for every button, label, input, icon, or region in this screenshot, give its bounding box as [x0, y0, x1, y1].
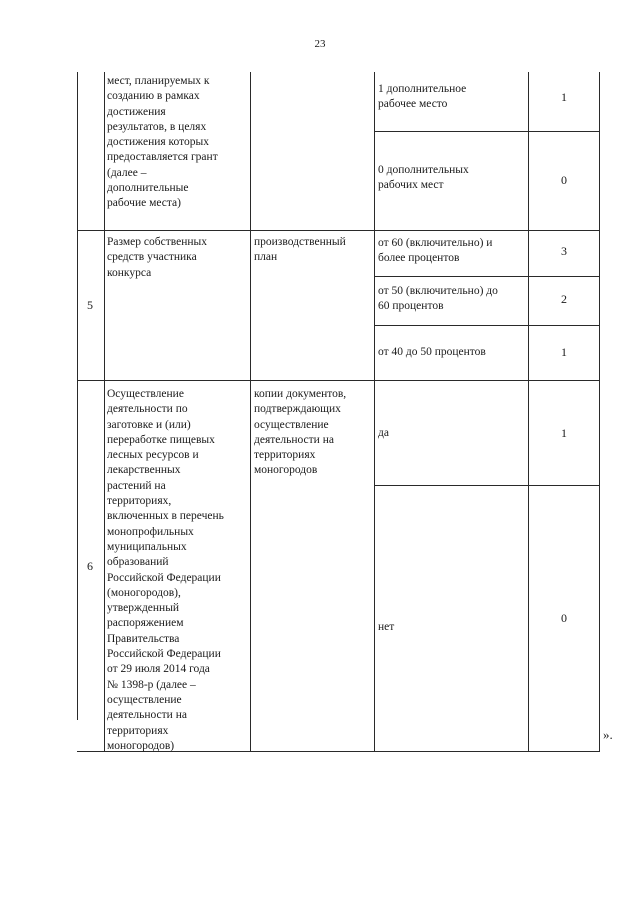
document-text: производственный план: [254, 236, 346, 264]
option-text: 0 дополнительных рабочих мест: [378, 164, 469, 192]
document-text: копии документов, подтверждающих осуществление деятельности на территориях моногородов: [254, 388, 347, 477]
closing-quote-mark: ».: [603, 727, 613, 742]
option-points: 0: [561, 611, 567, 625]
table-line: [250, 72, 251, 752]
option-points: 1: [561, 345, 567, 359]
row-number: 5: [87, 298, 93, 312]
table-line: [599, 72, 600, 752]
table-line: [374, 485, 600, 486]
option-text: нет: [378, 621, 395, 633]
criterion-text: мест, планируемых к созданию в рамках достижения результатов, в целях достижения которых предоставляется грант (далее – дополнительные рабочие места): [107, 75, 218, 210]
option-text: от 60 (включительно) и более процентов: [378, 237, 493, 265]
option-points: 0: [561, 173, 567, 187]
option-text: от 40 до 50 процентов: [378, 346, 486, 358]
table-line: [374, 325, 600, 326]
table-line: [77, 380, 600, 381]
option-text: от 50 (включительно) до 60 процентов: [378, 285, 498, 313]
table-line: [374, 72, 375, 752]
option-points: 3: [561, 244, 567, 258]
option-text: да: [378, 427, 389, 439]
criterion-text: Осуществление деятельности по заготовке и (или) переработке пищевых лесных ресурсов и лекарственных растений на территориях, включенных в перечень монопрофильных муниципальных образований Российской Федерации (моногородов), утвержденный распоряжением Правительства Российской Федерации от 29 июля 2014 года № 1398-р (далее – осуществление деятельности на территориях моногородов): [107, 388, 224, 752]
table-line: [77, 230, 600, 231]
row-number: 6: [87, 559, 93, 573]
table-line: [528, 72, 529, 752]
table-line: [77, 72, 78, 720]
option-points: 1: [561, 426, 567, 440]
option-points: 2: [561, 292, 567, 306]
page-number: 23: [314, 38, 326, 50]
table-line: [104, 72, 105, 752]
option-text: 1 дополнительное рабочее место: [378, 83, 467, 111]
table-line: [374, 131, 600, 132]
option-points: 1: [561, 90, 567, 104]
table-line: [374, 276, 600, 277]
criterion-text: Размер собственных средств участника конкурса: [107, 236, 207, 279]
